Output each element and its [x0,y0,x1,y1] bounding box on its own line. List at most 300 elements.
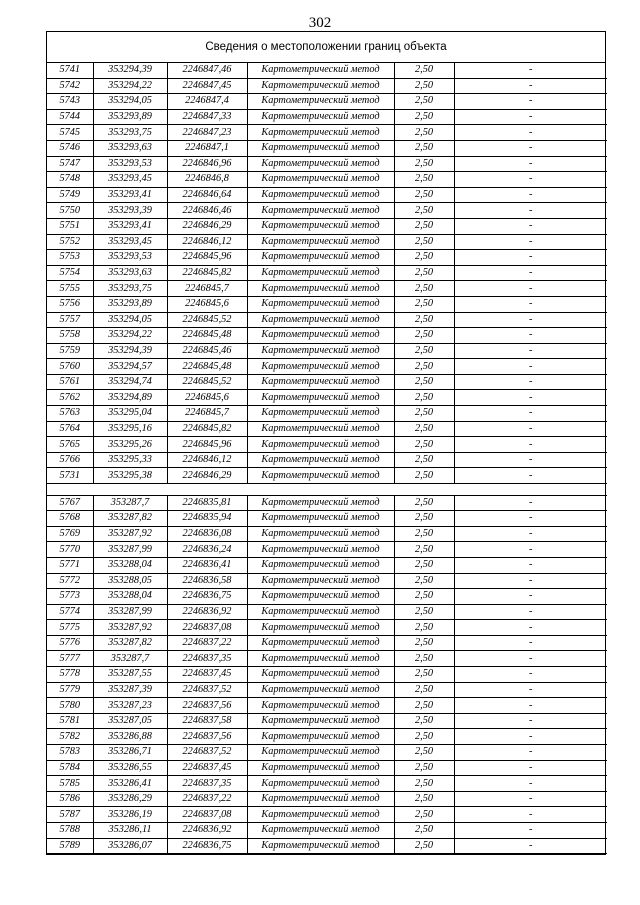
y-coordinate-cell: 2246837,52 [167,745,247,761]
description-cell: - [454,390,607,406]
table-row [47,682,607,698]
x-coordinate-cell: 353293,41 [93,187,167,203]
accuracy-cell: 2,50 [394,343,454,359]
description-cell: - [454,760,607,776]
y-coordinate-cell: 2246845,6 [167,296,247,312]
method-cell: Картометрический метод [247,187,394,203]
x-coordinate-cell: 353286,88 [93,729,167,745]
y-coordinate-cell: 2246846,96 [167,156,247,172]
y-coordinate-cell: 2246846,12 [167,234,247,250]
point-number-cell: 5766 [47,452,93,468]
y-coordinate-cell: 2246847,4 [167,94,247,110]
accuracy-cell: 2,50 [394,682,454,698]
x-coordinate-cell: 353294,05 [93,312,167,328]
description-cell: - [454,437,607,453]
accuracy-cell: 2,50 [394,823,454,839]
y-coordinate-cell: 2246837,08 [167,620,247,636]
description-cell: - [454,328,607,344]
accuracy-cell: 2,50 [394,109,454,125]
point-number-cell: 5777 [47,651,93,667]
x-coordinate-cell: 353293,53 [93,250,167,266]
accuracy-cell: 2,50 [394,807,454,823]
table-row [47,729,607,745]
table-row [47,620,607,636]
point-number-cell: 5758 [47,328,93,344]
point-number-cell: 5782 [47,729,93,745]
method-cell: Картометрический метод [247,573,394,589]
x-coordinate-cell: 353295,16 [93,421,167,437]
y-coordinate-cell: 2246847,23 [167,125,247,141]
table-row [47,807,607,823]
y-coordinate-cell: 2246845,52 [167,312,247,328]
y-coordinate-cell: 2246837,35 [167,776,247,792]
point-number-cell: 5747 [47,156,93,172]
x-coordinate-cell: 353287,92 [93,620,167,636]
x-coordinate-cell: 353294,39 [93,63,167,78]
x-coordinate-cell: 353286,11 [93,823,167,839]
point-number-cell: 5742 [47,78,93,94]
accuracy-cell: 2,50 [394,838,454,854]
y-coordinate-cell: 2246847,1 [167,140,247,156]
method-cell: Картометрический метод [247,421,394,437]
x-coordinate-cell: 353287,82 [93,511,167,527]
table-row [47,468,607,484]
y-coordinate-cell: 2246845,48 [167,328,247,344]
accuracy-cell: 2,50 [394,713,454,729]
table-row [47,250,607,266]
table-row [47,374,607,390]
point-number-cell: 5768 [47,511,93,527]
method-cell: Картометрический метод [247,823,394,839]
point-number-cell: 5762 [47,390,93,406]
y-coordinate-cell: 2246837,22 [167,635,247,651]
description-cell: - [454,682,607,698]
accuracy-cell: 2,50 [394,651,454,667]
accuracy-cell: 2,50 [394,573,454,589]
accuracy-cell: 2,50 [394,406,454,422]
description-cell: - [454,713,607,729]
description-cell: - [454,745,607,761]
x-coordinate-cell: 353286,71 [93,745,167,761]
point-number-cell: 5754 [47,265,93,281]
description-cell: - [454,125,607,141]
method-cell: Картометрический метод [247,328,394,344]
x-coordinate-cell: 353293,63 [93,265,167,281]
accuracy-cell: 2,50 [394,667,454,683]
point-number-cell: 5763 [47,406,93,422]
point-number-cell: 5753 [47,250,93,266]
x-coordinate-cell: 353294,22 [93,328,167,344]
table-row [47,542,607,558]
method-cell: Картометрический метод [247,542,394,558]
y-coordinate-cell: 2246835,94 [167,511,247,527]
accuracy-cell: 2,50 [394,94,454,110]
x-coordinate-cell: 353294,57 [93,359,167,375]
y-coordinate-cell: 2246835,81 [167,495,247,511]
accuracy-cell: 2,50 [394,776,454,792]
y-coordinate-cell: 2246837,22 [167,791,247,807]
x-coordinate-cell: 353294,22 [93,78,167,94]
y-coordinate-cell: 2246845,96 [167,250,247,266]
accuracy-cell: 2,50 [394,542,454,558]
description-cell: - [454,526,607,542]
method-cell: Картометрический метод [247,374,394,390]
point-number-cell: 5741 [47,63,93,78]
x-coordinate-cell: 353295,26 [93,437,167,453]
boundary-table-sheet [46,31,606,855]
y-coordinate-cell: 2246837,56 [167,698,247,714]
table-row [47,406,607,422]
method-cell: Картометрический метод [247,604,394,620]
method-cell: Картометрический метод [247,250,394,266]
point-number-cell: 5751 [47,218,93,234]
method-cell: Картометрический метод [247,776,394,792]
table-row [47,838,607,854]
description-cell: - [454,265,607,281]
point-number-cell: 5760 [47,359,93,375]
x-coordinate-cell: 353293,39 [93,203,167,219]
table-row [47,713,607,729]
table-row [47,312,607,328]
method-cell: Картометрический метод [247,698,394,714]
point-number-cell: 5745 [47,125,93,141]
x-coordinate-cell: 353286,19 [93,807,167,823]
accuracy-cell: 2,50 [394,635,454,651]
point-number-cell: 5764 [47,421,93,437]
description-cell: - [454,172,607,188]
accuracy-cell: 2,50 [394,187,454,203]
point-number-cell: 5744 [47,109,93,125]
table-row [47,791,607,807]
table-row [47,328,607,344]
table-row [47,526,607,542]
accuracy-cell: 2,50 [394,312,454,328]
method-cell: Картометрический метод [247,495,394,511]
method-cell: Картометрический метод [247,78,394,94]
point-number-cell: 5746 [47,140,93,156]
y-coordinate-cell: 2246846,64 [167,187,247,203]
description-cell: - [454,791,607,807]
description-cell: - [454,557,607,573]
method-cell: Картометрический метод [247,526,394,542]
method-cell: Картометрический метод [247,713,394,729]
table-row [47,125,607,141]
table-row [47,187,607,203]
method-cell: Картометрический метод [247,452,394,468]
description-cell: - [454,729,607,745]
method-cell: Картометрический метод [247,667,394,683]
coordinates-table [47,63,607,854]
description-cell: - [454,651,607,667]
y-coordinate-cell: 2246836,24 [167,542,247,558]
accuracy-cell: 2,50 [394,557,454,573]
y-coordinate-cell: 2246845,6 [167,390,247,406]
y-coordinate-cell: 2246836,92 [167,604,247,620]
point-number-cell: 5755 [47,281,93,297]
x-coordinate-cell: 353293,63 [93,140,167,156]
table-row [47,140,607,156]
accuracy-cell: 2,50 [394,359,454,375]
x-coordinate-cell: 353294,89 [93,390,167,406]
table-row [47,698,607,714]
y-coordinate-cell: 2246836,75 [167,838,247,854]
description-cell: - [454,312,607,328]
y-coordinate-cell: 2246847,33 [167,109,247,125]
accuracy-cell: 2,50 [394,234,454,250]
method-cell: Картометрический метод [247,635,394,651]
page-number: 302 [308,15,332,31]
table-title: Сведения о местоположении границ объекта [47,32,605,63]
y-coordinate-cell: 2246836,75 [167,589,247,605]
table-row [47,281,607,297]
accuracy-cell: 2,50 [394,620,454,636]
accuracy-cell: 2,50 [394,452,454,468]
y-coordinate-cell: 2246846,29 [167,218,247,234]
method-cell: Картометрический метод [247,203,394,219]
point-number-cell: 5761 [47,374,93,390]
description-cell: - [454,667,607,683]
point-number-cell: 5787 [47,807,93,823]
description-cell: - [454,281,607,297]
description-cell: - [454,296,607,312]
description-cell: - [454,359,607,375]
point-number-cell: 5767 [47,495,93,511]
method-cell: Картометрический метод [247,343,394,359]
accuracy-cell: 2,50 [394,140,454,156]
accuracy-cell: 2,50 [394,421,454,437]
table-row [47,452,607,468]
description-cell: - [454,542,607,558]
description-cell: - [454,218,607,234]
method-cell: Картометрический метод [247,125,394,141]
accuracy-cell: 2,50 [394,156,454,172]
description-cell: - [454,156,607,172]
y-coordinate-cell: 2246846,29 [167,468,247,484]
point-number-cell: 5786 [47,791,93,807]
method-cell: Картометрический метод [247,312,394,328]
y-coordinate-cell: 2246836,08 [167,526,247,542]
accuracy-cell: 2,50 [394,468,454,484]
table-row [47,589,607,605]
description-cell: - [454,94,607,110]
point-number-cell: 5757 [47,312,93,328]
method-cell: Картометрический метод [247,651,394,667]
point-number-cell: 5772 [47,573,93,589]
x-coordinate-cell: 353293,45 [93,234,167,250]
x-coordinate-cell: 353293,75 [93,281,167,297]
table-row [47,823,607,839]
description-cell: - [454,495,607,511]
table-row [47,421,607,437]
accuracy-cell: 2,50 [394,218,454,234]
description-cell: - [454,573,607,589]
description-cell: - [454,807,607,823]
description-cell: - [454,511,607,527]
y-coordinate-cell: 2246847,45 [167,78,247,94]
accuracy-cell: 2,50 [394,390,454,406]
point-number-cell: 5784 [47,760,93,776]
point-number-cell: 5783 [47,745,93,761]
accuracy-cell: 2,50 [394,172,454,188]
table-row [47,635,607,651]
x-coordinate-cell: 353295,04 [93,406,167,422]
y-coordinate-cell: 2246837,58 [167,713,247,729]
accuracy-cell: 2,50 [394,589,454,605]
x-coordinate-cell: 353295,33 [93,452,167,468]
description-cell: - [454,452,607,468]
description-cell: - [454,823,607,839]
accuracy-cell: 2,50 [394,526,454,542]
description-cell: - [454,406,607,422]
x-coordinate-cell: 353294,05 [93,94,167,110]
point-number-cell: 5759 [47,343,93,359]
point-number-cell: 5774 [47,604,93,620]
accuracy-cell: 2,50 [394,374,454,390]
point-number-cell: 5778 [47,667,93,683]
y-coordinate-cell: 2246837,45 [167,667,247,683]
accuracy-cell: 2,50 [394,604,454,620]
y-coordinate-cell: 2246836,58 [167,573,247,589]
x-coordinate-cell: 353288,05 [93,573,167,589]
x-coordinate-cell: 353286,07 [93,838,167,854]
y-coordinate-cell: 2246845,82 [167,421,247,437]
x-coordinate-cell: 353287,05 [93,713,167,729]
point-number-cell: 5781 [47,713,93,729]
accuracy-cell: 2,50 [394,511,454,527]
x-coordinate-cell: 353287,55 [93,667,167,683]
table-row [47,359,607,375]
separator-cell [47,484,607,496]
method-cell: Картометрический метод [247,281,394,297]
description-cell: - [454,109,607,125]
accuracy-cell: 2,50 [394,745,454,761]
table-row [47,203,607,219]
method-cell: Картометрический метод [247,745,394,761]
description-cell: - [454,838,607,854]
accuracy-cell: 2,50 [394,296,454,312]
table-row [47,604,607,620]
y-coordinate-cell: 2246845,96 [167,437,247,453]
point-number-cell: 5756 [47,296,93,312]
y-coordinate-cell: 2246845,7 [167,406,247,422]
x-coordinate-cell: 353286,41 [93,776,167,792]
x-coordinate-cell: 353294,74 [93,374,167,390]
description-cell: - [454,776,607,792]
table-row [47,156,607,172]
y-coordinate-cell: 2246846,8 [167,172,247,188]
table-row [47,760,607,776]
x-coordinate-cell: 353293,89 [93,296,167,312]
table-row [47,776,607,792]
accuracy-cell: 2,50 [394,328,454,344]
method-cell: Картометрический метод [247,682,394,698]
point-number-cell: 5771 [47,557,93,573]
table-row [47,109,607,125]
description-cell: - [454,203,607,219]
description-cell: - [454,63,607,78]
y-coordinate-cell: 2246845,48 [167,359,247,375]
x-coordinate-cell: 353286,55 [93,760,167,776]
x-coordinate-cell: 353288,04 [93,557,167,573]
y-coordinate-cell: 2246837,52 [167,682,247,698]
point-number-cell: 5773 [47,589,93,605]
coordinates-table-body [47,63,607,854]
x-coordinate-cell: 353286,29 [93,791,167,807]
table-row [47,511,607,527]
method-cell: Картометрический метод [247,156,394,172]
point-number-cell: 5785 [47,776,93,792]
method-cell: Картометрический метод [247,140,394,156]
x-coordinate-cell: 353295,38 [93,468,167,484]
accuracy-cell: 2,50 [394,125,454,141]
description-cell: - [454,140,607,156]
table-row [47,557,607,573]
point-number-cell: 5776 [47,635,93,651]
method-cell: Картометрический метод [247,63,394,78]
x-coordinate-cell: 353287,82 [93,635,167,651]
x-coordinate-cell: 353293,53 [93,156,167,172]
point-number-cell: 5789 [47,838,93,854]
description-cell: - [454,589,607,605]
point-number-cell: 5770 [47,542,93,558]
accuracy-cell: 2,50 [394,698,454,714]
y-coordinate-cell: 2246845,7 [167,281,247,297]
table-row [47,573,607,589]
method-cell: Картометрический метод [247,760,394,776]
description-cell: - [454,78,607,94]
method-cell: Картометрический метод [247,468,394,484]
accuracy-cell: 2,50 [394,78,454,94]
x-coordinate-cell: 353287,7 [93,495,167,511]
x-coordinate-cell: 353287,99 [93,604,167,620]
y-coordinate-cell: 2246837,45 [167,760,247,776]
x-coordinate-cell: 353294,39 [93,343,167,359]
accuracy-cell: 2,50 [394,265,454,281]
method-cell: Картометрический метод [247,265,394,281]
x-coordinate-cell: 353293,75 [93,125,167,141]
x-coordinate-cell: 353288,04 [93,589,167,605]
method-cell: Картометрический метод [247,94,394,110]
table-row [47,94,607,110]
table-row [47,437,607,453]
accuracy-cell: 2,50 [394,791,454,807]
accuracy-cell: 2,50 [394,63,454,78]
point-number-cell: 5750 [47,203,93,219]
point-number-cell: 5752 [47,234,93,250]
table-row [47,495,607,511]
table-row [47,343,607,359]
y-coordinate-cell: 2246845,46 [167,343,247,359]
method-cell: Картометрический метод [247,838,394,854]
point-number-cell: 5779 [47,682,93,698]
method-cell: Картометрический метод [247,218,394,234]
method-cell: Картометрический метод [247,589,394,605]
description-cell: - [454,620,607,636]
accuracy-cell: 2,50 [394,281,454,297]
table-row [47,667,607,683]
point-number-cell: 5769 [47,526,93,542]
point-number-cell: 5788 [47,823,93,839]
point-number-cell: 5731 [47,468,93,484]
y-coordinate-cell: 2246837,35 [167,651,247,667]
description-cell: - [454,343,607,359]
y-coordinate-cell: 2246846,46 [167,203,247,219]
table-row [47,265,607,281]
table-row [47,651,607,667]
description-cell: - [454,468,607,484]
x-coordinate-cell: 353293,41 [93,218,167,234]
point-number-cell: 5748 [47,172,93,188]
